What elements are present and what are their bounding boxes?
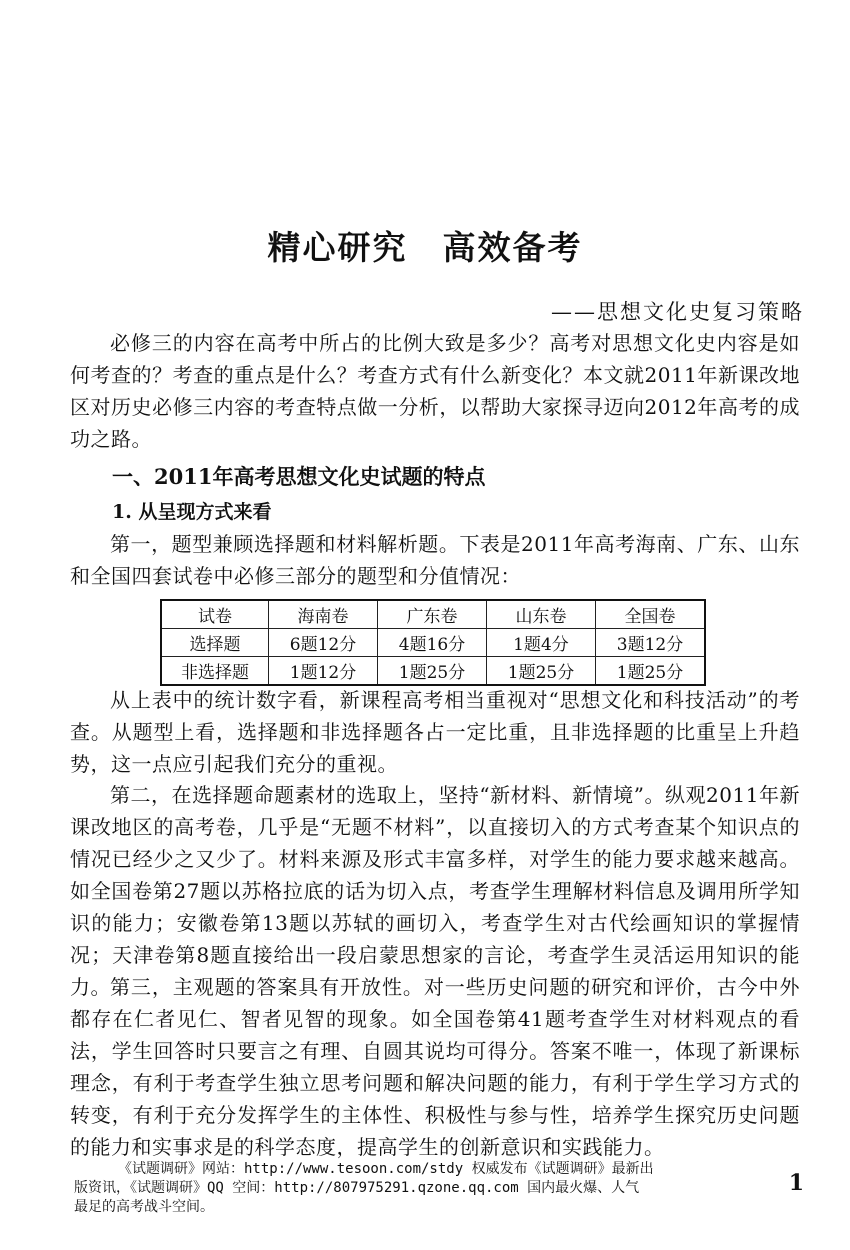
paragraph-after-table: 从上表中的统计数字看，新课程高考相当重视对“思想文化和科技活动”的考查。从题型上看，选择题和非选择题各占一定比重，且非选择题的比重呈上升趋势，这一点应引起我们充分的重视。 [70, 688, 800, 776]
table-header-cell: 全国卷 [596, 600, 706, 629]
intro-paragraph: 必修三的内容在高考中所占的比例大致是多少？高考对思想文化史内容是如何考查的？考查的重点是什么？考查方式有什么新变化？本文就2011年新课改地区对历史必修三内容的考查特点做一分析，以帮助大家探寻迈向2012年高考的成功之路。 [70, 331, 800, 451]
table-header-cell: 海南卷 [269, 600, 378, 629]
footer-line: 版资讯，《试题调研》QQ 空间：http://807975291.qzone.qq.com 国内最火爆、人气 [74, 1180, 640, 1196]
table-cell: 非选择题 [161, 657, 269, 686]
page-subtitle: ——思想文化史复习策略 [551, 300, 804, 324]
table-header-row [161, 600, 705, 629]
footer-note [74, 1160, 734, 1217]
page-number: 1 [788, 1170, 804, 1196]
paragraph-third: 第三，主观题的答案具有开放性。对一些历史问题的研究和评价，古今中外都存在仁者见仁、智者见智的现象。如全国卷第41题考查学生对材料观点的看法，学生回答时只要言之有理、自圆其说均可得分。答案不唯一，体现了新课标理念，有利于考查学生独立思考问题和解决问题的能力，有利于学生学习方式的转变，有利于充分发挥学生的主体性、积极性与参与性，培养学生探究历史问题的能力和实事求是的科学态度，提高学生的创新意识和实践能力。 [70, 975, 800, 1159]
table-row [161, 657, 705, 686]
table-cell: 选择题 [161, 629, 269, 657]
paragraph-first: 第一，题型兼顾选择题和材料解析题。下表是2011年高考海南、广东、山东和全国四套试卷中必修三部分的题型和分值情况： [70, 532, 800, 588]
table-header-cell: 山东卷 [487, 600, 596, 629]
score-table [160, 599, 706, 686]
table-cell: 4题16分 [378, 629, 487, 657]
table-row [161, 629, 705, 657]
table-cell: 1题25分 [378, 657, 487, 686]
table-cell: 1题25分 [596, 657, 706, 686]
paragraph-second: 第二，在选择题命题素材的选取上，坚持“新材料、新情境”。纵观2011年新课改地区的高考卷，几乎是“无题不材料”，以直接切入的方式考查某个知识点的情况已经少之又少了。材料来源及形式丰富多样，对学生的能力要求越来越高。如全国卷第27题以苏格拉底的话为切入点，考查学生理解材料信息及调用所学知识的能力；安徽卷第13题以苏轼的画切入，考查学生对古代绘画知识的掌握情况；天津卷第8题直接给出一段启蒙思想家的言论，考查学生灵活运用知识的能力。 [70, 783, 800, 999]
table-cell: 3题12分 [596, 629, 706, 657]
table-header-cell: 试卷 [161, 600, 269, 629]
table-cell: 1题25分 [487, 657, 596, 686]
table-cell: 1题4分 [487, 629, 596, 657]
footer-line: 最足的高考战斗空间。 [74, 1199, 214, 1215]
table-cell: 6题12分 [269, 629, 378, 657]
footer-line: 《试题调研》网站：http://www.tesoon.com/stdy 权威发布《试题调研》最新出 [118, 1161, 654, 1177]
page-title: 精心研究 高效备考 [267, 228, 583, 267]
section-heading: 一、2011年高考思想文化史试题的特点 [112, 464, 486, 489]
table-header-cell: 广东卷 [378, 600, 487, 629]
table-cell: 1题12分 [269, 657, 378, 686]
subsection-heading: 1. 从呈现方式来看 [112, 501, 272, 523]
